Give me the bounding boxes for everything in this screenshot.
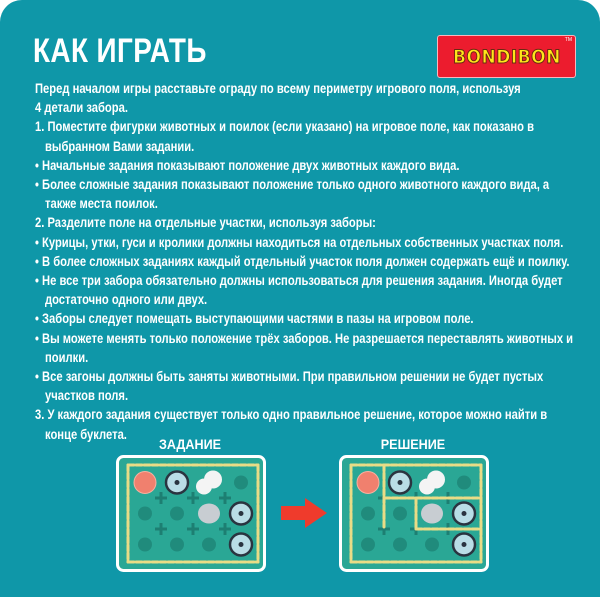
arrow-right-icon bbox=[281, 498, 327, 528]
task-caption: ЗАДАНИЕ bbox=[158, 436, 222, 452]
instruction-line: достаточно одного или двух. bbox=[45, 291, 208, 308]
slot-dot bbox=[170, 538, 184, 552]
page-title: КАК ИГРАТЬ bbox=[33, 32, 207, 70]
instruction-line: 3. У каждого задания существует только одно правильное решение, которое можно найти в bbox=[35, 406, 548, 423]
slot-dot bbox=[457, 476, 471, 490]
solution-board bbox=[339, 455, 489, 572]
instruction-line: • Более сложные задания показывают положение только одного животного каждого вида, а bbox=[35, 176, 550, 192]
trademark: TM bbox=[564, 37, 572, 43]
bondibon-logo bbox=[437, 35, 576, 78]
chicken-piece bbox=[134, 472, 156, 494]
rabbit-piece bbox=[421, 504, 443, 524]
instruction-line: • Курицы, утки, гуси и кролики должны находиться на отдельных собственных участках поля. bbox=[35, 233, 564, 250]
slot-dot bbox=[361, 538, 375, 552]
instruction-line: выбранном Вами задании. bbox=[45, 137, 195, 154]
slot-dot bbox=[234, 476, 248, 490]
instruction-line: поилки. bbox=[45, 348, 89, 365]
slot-dot bbox=[361, 507, 375, 521]
water-trough-center bbox=[398, 480, 403, 485]
slot-dot bbox=[393, 538, 407, 552]
instruction-line: • В более сложных заданиях каждый отдельный участок поля должен содержать ещё и поилку. bbox=[35, 252, 570, 269]
water-trough-center bbox=[175, 480, 180, 485]
instruction-line: 4 детали забора. bbox=[35, 99, 128, 116]
instruction-line: участков поля. bbox=[45, 387, 129, 404]
water-trough-center bbox=[462, 511, 467, 516]
slot-dot bbox=[425, 538, 439, 552]
instruction-line: также места поилок. bbox=[45, 195, 158, 212]
sheep-piece bbox=[427, 471, 445, 489]
slot-dot bbox=[170, 507, 184, 521]
slot-dot bbox=[138, 507, 152, 521]
instruction-line: • Не все три забора обязательно должны использоваться для решения задания. Иногда будет bbox=[35, 272, 563, 288]
instruction-line: • Заборы следует помещать выступающими частями в пазы на игровом поле. bbox=[35, 310, 474, 327]
sheep-piece bbox=[204, 471, 222, 489]
logo-text: BONDIBON bbox=[452, 45, 561, 68]
slot-dot bbox=[202, 538, 216, 552]
instruction-line: 2. Разделите поле на отдельные участки, используя заборы: bbox=[35, 214, 376, 231]
chicken-piece bbox=[357, 472, 379, 494]
instruction-line: • Вы можете менять только положение трёх заборов. Не разрешается переставлять животных и bbox=[35, 329, 574, 346]
rabbit-piece bbox=[198, 504, 220, 524]
slot-dot bbox=[138, 538, 152, 552]
water-trough-center bbox=[239, 511, 244, 516]
instruction-line: • Все загоны должны быть заняты животными. При правильном решении не будет пустых bbox=[35, 368, 544, 384]
instruction-line: конце буклета. bbox=[45, 425, 127, 442]
slot-dot bbox=[393, 507, 407, 521]
instruction-line: 1. Поместите фигурки животных и поилок (если указано) на игровое поле, как показано в bbox=[35, 118, 534, 135]
task-board bbox=[116, 455, 266, 572]
instruction-line: Перед началом игры расставьте ограду по всему периметру игрового поля, используя bbox=[35, 80, 521, 96]
instruction-line: • Начальные задания показывают положение двух животных каждого вида. bbox=[35, 156, 460, 173]
water-trough-center bbox=[239, 542, 244, 547]
solution-caption: РЕШЕНИЕ bbox=[380, 436, 446, 452]
water-trough-center bbox=[462, 542, 467, 547]
